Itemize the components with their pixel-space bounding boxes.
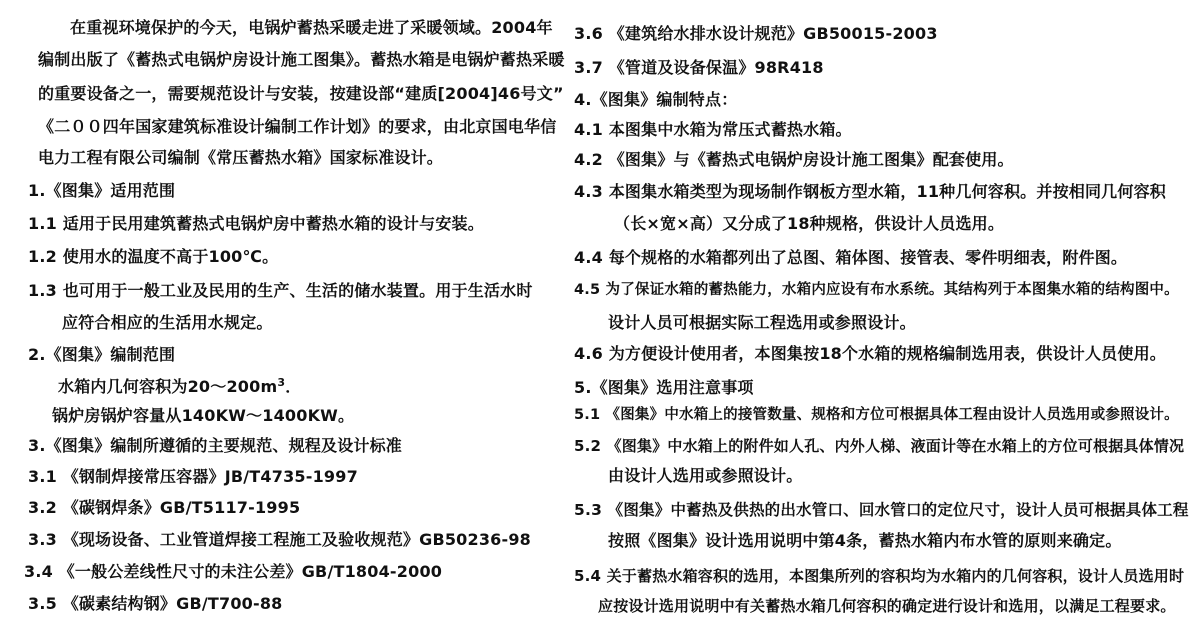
section-5-heading: 5.《图集》选用注意事项	[574, 378, 754, 397]
intro-line-3: 的重要设备之一，需要规范设计与安装，按建设部“建质[2004]46号文”	[38, 84, 564, 103]
item-2-volume-text: 水箱内几何容积为20～200m	[58, 377, 278, 396]
item-3-2: 3.2 《碳钢焊条》GB/T5117-1995	[28, 498, 301, 517]
item-5-4-line-2: 应按设计选用说明中有关蓄热水箱几何容积的确定进行设计和选用，以满足工程要求。	[598, 597, 1176, 615]
section-2-heading: 2.《图集》编制范围	[28, 345, 176, 364]
section-4-heading: 4.《图集》编制特点：	[574, 90, 738, 109]
item-1-3-line-2: 应符合相应的生活用水规定。	[62, 313, 273, 332]
item-4-4: 4.4 每个规格的水箱都列出了总图、箱体图、接管表、零件明细表，附件图。	[574, 248, 1128, 267]
item-3-7: 3.7 《管道及设备保温》98R418	[574, 58, 824, 77]
intro-line-1: 在重视环境保护的今天，电锅炉蓄热采暖走进了采暖领域。2004年	[70, 18, 553, 37]
item-5-2-line-2: 由设计人选用或参照设计。	[608, 466, 803, 485]
item-4-5-line-2: 设计人员可根据实际工程选用或参照设计。	[608, 313, 916, 332]
section-3-heading: 3.《图集》编制所遵循的主要规范、规程及设计标准	[28, 436, 403, 455]
item-4-3-line-1: 4.3 本图集水箱类型为现场制作钢板方型水箱，11种几何容积。并按相同几何容积	[574, 182, 1166, 201]
section-1-heading: 1.《图集》适用范围	[28, 181, 176, 200]
item-2-volume-sup: 3	[277, 376, 286, 389]
item-1-2: 1.2 使用水的温度不高于100℃。	[28, 247, 279, 266]
item-3-5: 3.5 《碳素结构钢》GB/T700-88	[28, 594, 283, 613]
item-3-4: 3.4 《一般公差线性尺寸的未注公差》GB/T1804-2000	[24, 562, 443, 581]
intro-line-4: 《二００四年国家建筑标准设计编制工作计划》的要求，由北京国电华信	[38, 117, 557, 136]
item-1-1: 1.1 适用于民用建筑蓄热式电锅炉房中蓄热水箱的设计与安装。	[28, 214, 484, 233]
item-4-5-line-1: 4.5 为了保证水箱的蓄热能力，水箱内应设有布水系统。其结构列于本图集水箱的结构图中。	[574, 282, 1179, 298]
item-3-3: 3.3 《现场设备、工业管道焊接工程施工及验收规范》GB50236-98	[28, 530, 532, 549]
item-5-3-line-2: 按照《图集》设计选用说明中第4条，蓄热水箱内布水管的原则来确定。	[608, 531, 1122, 550]
item-2-volume-end: ．	[285, 377, 302, 396]
item-4-2: 4.2 《图集》与《蓄热式电锅炉房设计施工图集》配套使用。	[574, 150, 1014, 169]
item-3-1: 3.1 《钢制焊接常压容器》JB/T4735-1997	[28, 467, 358, 486]
intro-line-2: 编制出版了《蓄热式电锅炉房设计施工图集》。蓄热水箱是电锅炉蓄热采暖	[38, 50, 565, 69]
intro-line-5: 电力工程有限公司编制《常压蓄热水箱》国家标准设计。	[38, 148, 444, 167]
item-2-capacity: 锅炉房锅炉容量从140KW～1400KW。	[52, 406, 355, 425]
item-5-1: 5.1 《图集》中水箱上的接管数量、规格和方位可根据具体工程由设计人员选用或参照设计。	[574, 407, 1179, 423]
item-5-3-line-1: 5.3 《图集》中蓄热及供热的出水管口、回水管口的定位尺寸，设计人员可根据具体工程	[574, 501, 1189, 519]
item-5-2-line-1: 5.2 《图集》中水箱上的附件如人孔、内外人梯、液面计等在水箱上的方位可根据具体情况	[574, 437, 1185, 455]
item-4-6: 4.6 为方便设计使用者，本图集按18个水箱的规格编制选用表，供设计人员使用。	[574, 344, 1166, 363]
item-1-3-line-1: 1.3 也可用于一般工业及民用的生产、生活的储水装置。用于生活水时	[28, 281, 533, 300]
item-4-3-line-2: （长×宽×高）又分成了18种规格，供设计人员选用。	[614, 214, 1005, 233]
item-2-volume	[58, 377, 301, 397]
item-4-1: 4.1 本图集中水箱为常压式蓄热水箱。	[574, 120, 852, 139]
item-5-4-line-1: 5.4 关于蓄热水箱容积的选用，本图集所列的容积均为水箱内的几何容积，设计人员选用时	[574, 567, 1185, 585]
item-3-6: 3.6 《建筑给水排水设计规范》GB50015-2003	[574, 24, 938, 43]
